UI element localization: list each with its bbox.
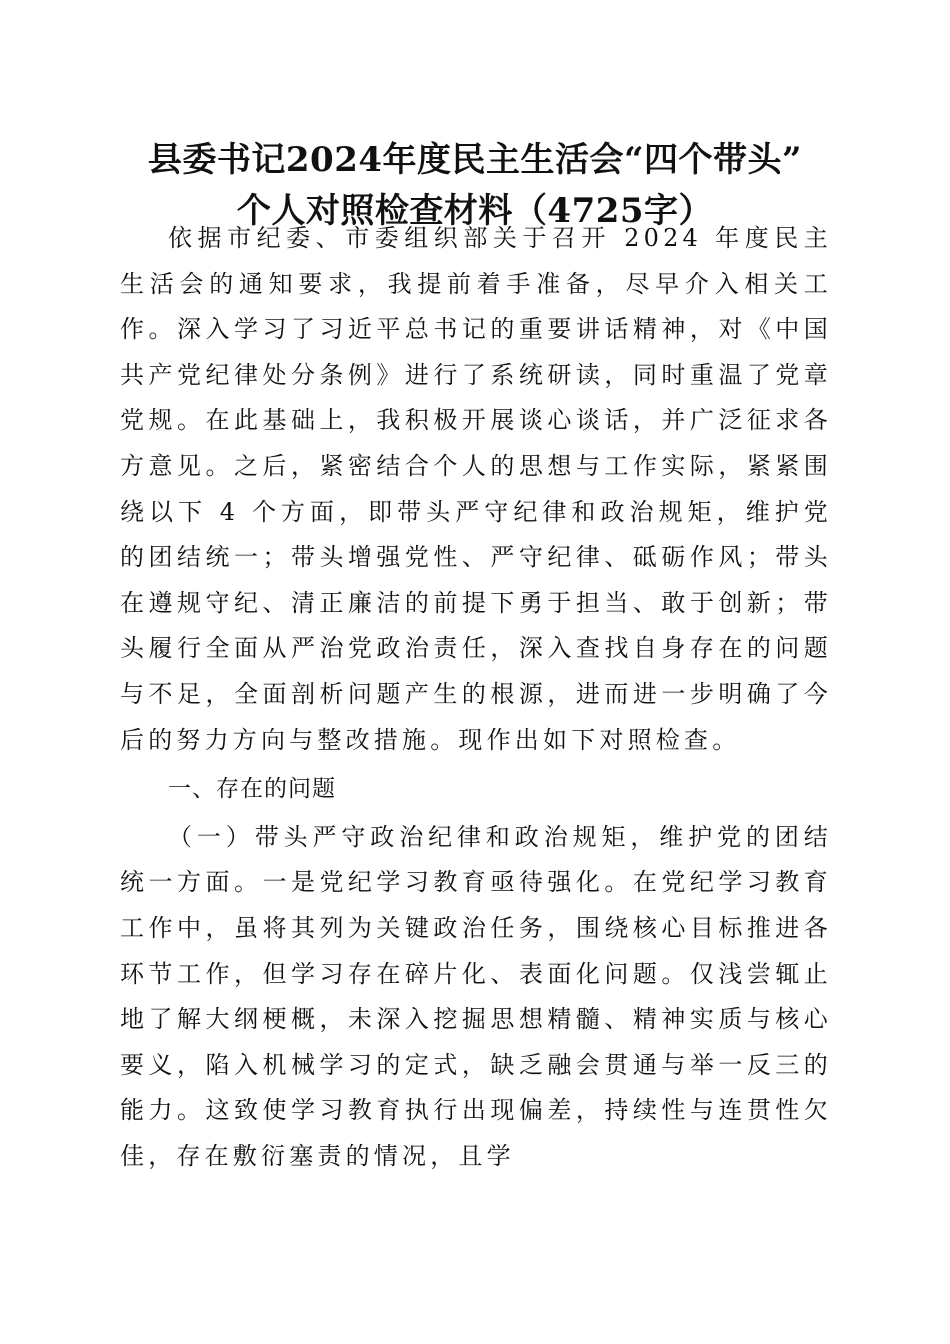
intro-paragraph: 依据市纪委、市委组织部关于召开 2024 年度民主生活会的通知要求，我提前着手准备，尽早介入相关工作。深入学习了习近平总书记的重要讲话精神，对《中国共产党纪律处分条例》进行了系统研读，同时重温了党章党规。在此基础上，我积极开展谈心谈话，并广泛征求各方意见。之后，紧密结合个人的思想与工作实际，紧紧围绕以下 4 个方面，即带头严守纪律和政治规矩，维护党的团结统一；带头增强党性、严守纪律、砥砺作风；带头在遵规守纪、清正廉洁的前提下勇于担当、敢于创新；带头履行全面从严治党政治责任，深入查找自身存在的问题与不足，全面剖析问题产生的根源，进而进一步明确了今后的努力方向与整改措施。现作出如下对照检查。 <box>120 224 832 754</box>
document-body <box>120 216 832 1179</box>
document-title-line-2: 个人对照检查材料（4725字） <box>236 191 714 231</box>
section-heading-problems: 一、存在的问题 <box>168 776 336 803</box>
document-title-line-1: 县委书记2024年度民主生活会“四个带头” <box>147 140 803 180</box>
section-1-paragraph-1: （一）带头严守政治纪律和政治规矩，维护党的团结统一方面。一是党纪学习教育亟待强化。在党纪学习教育工作中，虽将其列为关键政治任务，围绕核心目标推进各环节工作，但学习存在碎片化、表面化问题。仅浅尝辄止地了解大纲梗概，未深入挖掘思想精髓、精神实质与核心要义，陷入机械学习的定式，缺乏融会贯通与举一反三的能力。这致使学习教育执行出现偏差，持续性与连贯性欠佳，存在敷衍塞责的情况，且学 <box>120 822 832 1170</box>
